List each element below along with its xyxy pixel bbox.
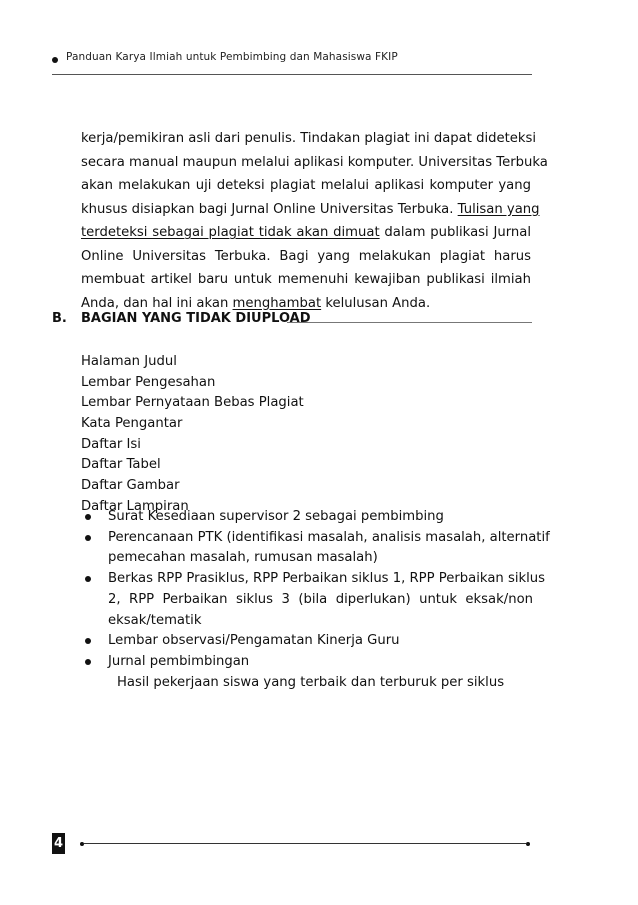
paragraph-line [81,198,540,222]
paragraph-line [81,221,531,245]
paragraph-line: Online Universitas Terbuka. Bagi yang melakukan plagiat harus [81,248,531,264]
section-number: B. [52,311,67,326]
underlined-text: menghambat [232,295,322,311]
underlined-text: terdeteksi sebagai plagiat tidak akan dimuat [81,225,380,240]
bullet-icon [85,576,91,582]
bullet-text: Surat Kesediaan supervisor 2 sebagai pembimbing [108,509,444,524]
bullet-text: pemecahan masalah, rumusan masalah) [108,550,378,566]
bullet-text: Lembar observasi/Pengamatan Kinerja Guru [108,633,400,649]
excluded-items-list [81,352,531,518]
list-item: Lembar Pernyataan Bebas Plagiat [81,395,304,411]
header-title: Panduan Karya Ilmiah untuk Pembimbing dan Mahasiswa FKIP [66,51,398,63]
bullet-text: Jurnal pembimbingan [108,653,250,669]
bullet-item [81,631,533,652]
paragraph-line: secara manual maupun melalui aplikasi komputer. Universitas Terbuka [81,154,548,170]
header-bullet-icon [52,57,58,63]
bullet-icon [85,535,91,541]
footer-right-dot-icon [526,842,530,846]
list-item: Daftar Tabel [81,457,161,473]
list-item: Daftar Isi [81,436,141,452]
paragraph-text: khusus disiapkan bagi Jurnal Online Universitas Terbuka. [81,201,458,217]
bullet-text: Berkas RPP Prasiklus, RPP Perbaikan siklus 1, RPP Perbaikan siklus [108,571,546,587]
running-header [52,50,532,75]
body-paragraph [81,127,548,315]
paragraph-text: Anda, dan hal ini akan [81,295,233,311]
paragraph-line: membuat artikel baru untuk memenuhi kewajiban publikasi ilmiah [81,272,531,287]
bullet-text: eksak/tematik [108,612,202,628]
bullet-icon [85,638,91,644]
bullet-text: Perencanaan PTK (identifikasi masalah, analisis masalah, alternatif [108,529,550,545]
bullet-item [81,652,533,673]
sub-item-text: Hasil pekerjaan siswa yang terbaik dan terburuk per siklus [117,674,505,690]
section-title: BAGIAN YANG TIDAK DIUPLOAD [81,311,311,326]
paragraph-text: kelulusan Anda. [321,295,431,311]
section-rule [287,322,532,323]
section-heading [52,311,532,331]
page-number: 4 [52,833,65,854]
list-item: Daftar Gambar [81,478,180,494]
underlined-text: Tulisan yang [457,201,540,217]
paragraph-line: akan melakukan uji deteksi plagiat melalui aplikasi komputer yang [81,178,531,193]
bullet-icon [85,659,91,665]
bullet-icon [85,514,91,520]
page-footer [52,833,532,855]
bullet-text: 2, RPP Perbaikan siklus 3 (bila diperlukan) untuk eksak/non [108,591,533,607]
list-item: Lembar Pengesahan [81,374,216,390]
appendix-bullet-list [81,507,550,693]
bullet-item [81,569,546,631]
list-item: Halaman Judul [81,354,177,369]
bullet-item [81,528,550,569]
paragraph-line: kerja/pemikiran asli dari penulis. Tindakan plagiat ini dapat dideteksi [81,131,537,146]
list-item: Daftar Lampiran [81,498,189,514]
paragraph-text: dalam publikasi Jurnal [379,225,532,240]
bullet-item [81,507,533,528]
footer-rule [84,843,526,844]
list-item: Kata Pengantar [81,416,183,432]
